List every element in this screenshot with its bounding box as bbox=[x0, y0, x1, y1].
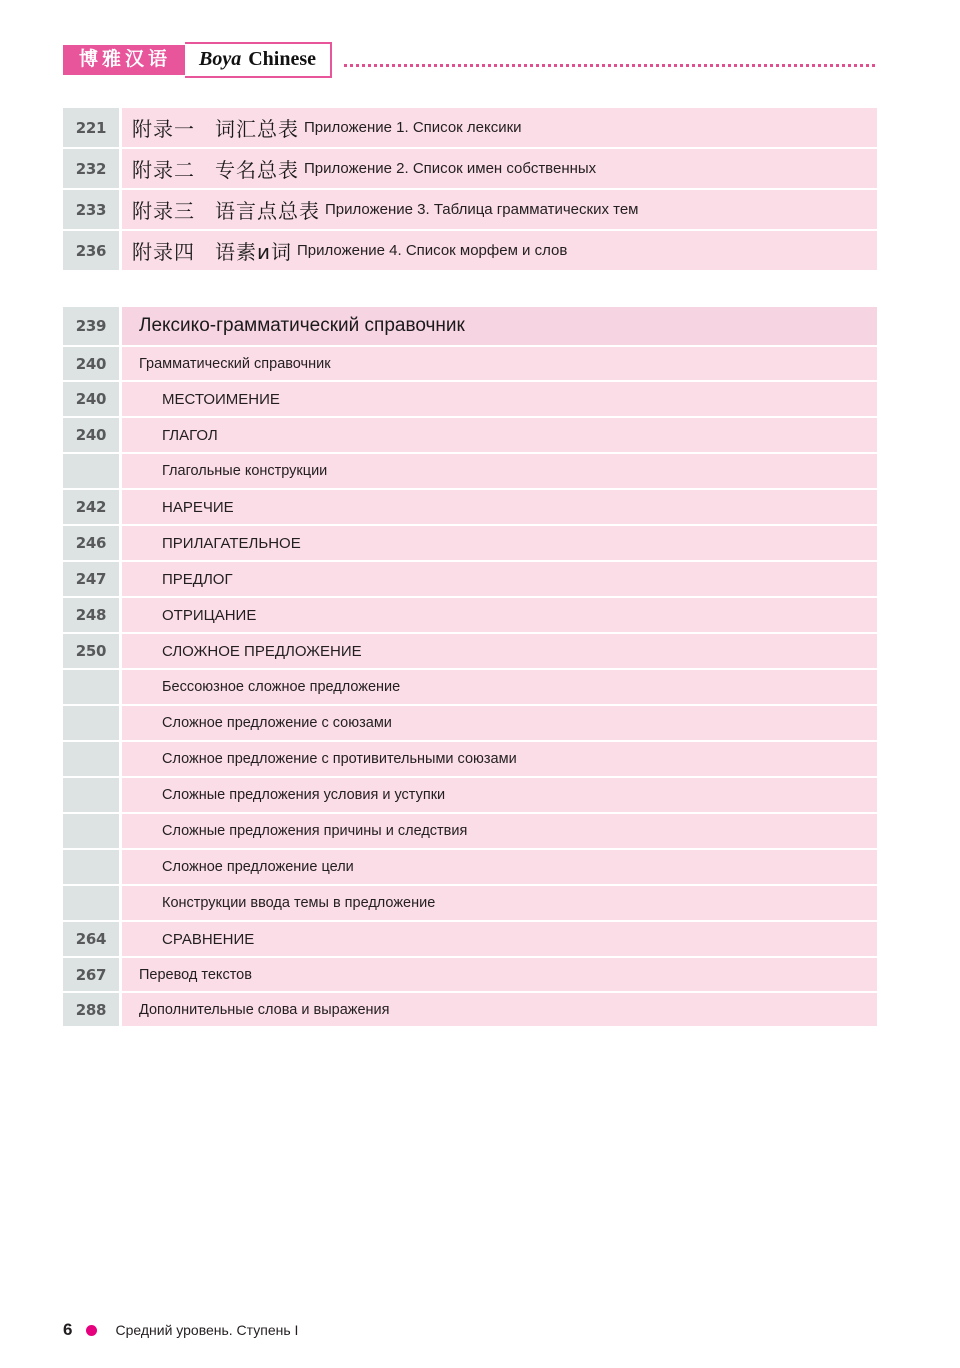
row-title: Глагольные конструкции bbox=[162, 463, 328, 479]
row-content bbox=[122, 490, 877, 524]
brand-english-first: Boya bbox=[199, 48, 242, 70]
table-row[interactable] bbox=[63, 190, 877, 229]
row-russian-title: Приложение 2. Список имен собственных bbox=[304, 160, 597, 177]
row-chinese-label: 附录四 bbox=[132, 240, 195, 264]
row-content bbox=[122, 562, 877, 596]
table-row[interactable] bbox=[63, 347, 877, 380]
row-page-number: 264 bbox=[63, 922, 119, 956]
row-content bbox=[122, 886, 877, 920]
table-row[interactable] bbox=[63, 231, 877, 270]
row-page-number: 239 bbox=[63, 307, 119, 345]
footer-bullet-icon bbox=[86, 1325, 97, 1336]
row-chinese-title: 语言点总表 bbox=[215, 199, 320, 223]
row-page-number: 240 bbox=[63, 382, 119, 416]
row-content bbox=[122, 382, 877, 416]
row-content bbox=[122, 347, 877, 380]
table-row[interactable] bbox=[63, 814, 877, 848]
row-content bbox=[122, 850, 877, 884]
row-chinese-label: 附录二 bbox=[132, 158, 195, 182]
table-row[interactable] bbox=[63, 706, 877, 740]
row-content bbox=[122, 706, 877, 740]
row-title: Перевод текстов bbox=[139, 966, 252, 983]
row-content bbox=[122, 598, 877, 632]
row-title: НАРЕЧИЕ bbox=[162, 498, 234, 516]
row-title: Сложное предложение с противительными союзами bbox=[162, 751, 517, 767]
table-row[interactable] bbox=[63, 634, 877, 668]
row-title: Сложное предложение с союзами bbox=[162, 715, 392, 731]
table-row[interactable] bbox=[63, 490, 877, 524]
row-title: Сложное предложение цели bbox=[162, 859, 354, 875]
row-content bbox=[122, 307, 877, 345]
row-title: ОТРИЦАНИЕ bbox=[162, 606, 257, 624]
row-title: Конструкции ввода темы в предложение bbox=[162, 895, 436, 911]
row-content bbox=[122, 108, 877, 147]
row-title: Бессоюзное сложное предложение bbox=[162, 679, 401, 695]
row-page-number: 247 bbox=[63, 562, 119, 596]
table-row[interactable] bbox=[63, 922, 877, 956]
row-content bbox=[122, 742, 877, 776]
table-row[interactable] bbox=[63, 454, 877, 488]
row-title: СЛОЖНОЕ ПРЕДЛОЖЕНИЕ bbox=[162, 642, 362, 660]
reference-toc-table bbox=[63, 307, 877, 1028]
row-page-number: 248 bbox=[63, 598, 119, 632]
row-page-number: 242 bbox=[63, 490, 119, 524]
row-content bbox=[122, 634, 877, 668]
row-chinese-title: 语素и词 bbox=[215, 240, 292, 264]
table-row[interactable] bbox=[63, 670, 877, 704]
row-title: Грамматический справочник bbox=[139, 355, 331, 372]
table-row[interactable] bbox=[63, 598, 877, 632]
row-content bbox=[122, 526, 877, 560]
brand-english-second: Chinese bbox=[248, 48, 317, 70]
appendix-toc-table bbox=[63, 108, 877, 272]
row-content bbox=[122, 418, 877, 452]
footer-page-number: 6 bbox=[63, 1320, 73, 1339]
row-page-number: 246 bbox=[63, 526, 119, 560]
row-page-number: 232 bbox=[63, 149, 119, 188]
header-dotted-rule bbox=[344, 64, 877, 67]
row-page-number: 240 bbox=[63, 347, 119, 380]
table-row[interactable] bbox=[63, 958, 877, 991]
table-row[interactable] bbox=[63, 382, 877, 416]
row-page-number: 240 bbox=[63, 418, 119, 452]
row-page-number: 267 bbox=[63, 958, 119, 991]
row-content bbox=[122, 993, 877, 1026]
row-title: Дополнительные слова и выражения bbox=[139, 1001, 390, 1018]
row-content bbox=[122, 922, 877, 956]
row-russian-title: Приложение 3. Таблица грамматических тем bbox=[325, 201, 639, 218]
table-row[interactable] bbox=[63, 850, 877, 884]
row-page-number bbox=[63, 670, 119, 704]
table-row[interactable] bbox=[63, 778, 877, 812]
row-content bbox=[122, 778, 877, 812]
row-chinese-label: 附录一 bbox=[132, 117, 195, 141]
table-row[interactable] bbox=[63, 742, 877, 776]
row-title: МЕСТОИМЕНИЕ bbox=[162, 390, 280, 408]
table-row[interactable] bbox=[63, 149, 877, 188]
row-title: Сложные предложения причины и следствия bbox=[162, 823, 468, 839]
table-row[interactable] bbox=[63, 993, 877, 1026]
row-russian-title: Приложение 1. Список лексики bbox=[304, 119, 522, 136]
row-content bbox=[122, 814, 877, 848]
row-chinese-title: 专名总表 bbox=[215, 158, 299, 182]
row-russian-title: Приложение 4. Список морфем и слов bbox=[297, 242, 568, 259]
row-page-number: 221 bbox=[63, 108, 119, 147]
row-page-number: 250 bbox=[63, 634, 119, 668]
table-row[interactable] bbox=[63, 108, 877, 147]
row-page-number: 288 bbox=[63, 993, 119, 1026]
row-content bbox=[122, 149, 877, 188]
row-page-number bbox=[63, 886, 119, 920]
row-title: ПРЕДЛОГ bbox=[162, 570, 233, 588]
row-page-number: 233 bbox=[63, 190, 119, 229]
row-page-number: 236 bbox=[63, 231, 119, 270]
row-content bbox=[122, 958, 877, 991]
table-row[interactable] bbox=[63, 418, 877, 452]
row-title: Лексико-грамматический справочник bbox=[139, 315, 465, 336]
row-title: СРАВНЕНИЕ bbox=[162, 930, 255, 948]
row-title: Сложные предложения условия и уступки bbox=[162, 787, 446, 803]
row-content bbox=[122, 231, 877, 270]
page-footer bbox=[63, 1320, 298, 1340]
row-chinese-title: 词汇总表 bbox=[215, 117, 299, 141]
table-row[interactable] bbox=[63, 886, 877, 920]
row-title: ГЛАГОЛ bbox=[162, 426, 218, 444]
row-content bbox=[122, 454, 877, 488]
brand-chinese-title: 博雅汉语 bbox=[63, 45, 185, 75]
brand-english-title bbox=[185, 42, 332, 78]
row-page-number bbox=[63, 742, 119, 776]
table-row[interactable] bbox=[63, 526, 877, 560]
row-title: ПРИЛАГАТЕЛЬНОЕ bbox=[162, 534, 301, 552]
row-content bbox=[122, 190, 877, 229]
row-page-number bbox=[63, 850, 119, 884]
row-page-number bbox=[63, 778, 119, 812]
row-chinese-label: 附录三 bbox=[132, 199, 195, 223]
table-row[interactable] bbox=[63, 562, 877, 596]
row-content bbox=[122, 670, 877, 704]
row-page-number bbox=[63, 454, 119, 488]
footer-series-label: Средний уровень. Ступень I bbox=[115, 1322, 299, 1338]
row-page-number bbox=[63, 706, 119, 740]
table-row[interactable] bbox=[63, 307, 877, 345]
row-page-number bbox=[63, 814, 119, 848]
page-header bbox=[63, 43, 877, 77]
